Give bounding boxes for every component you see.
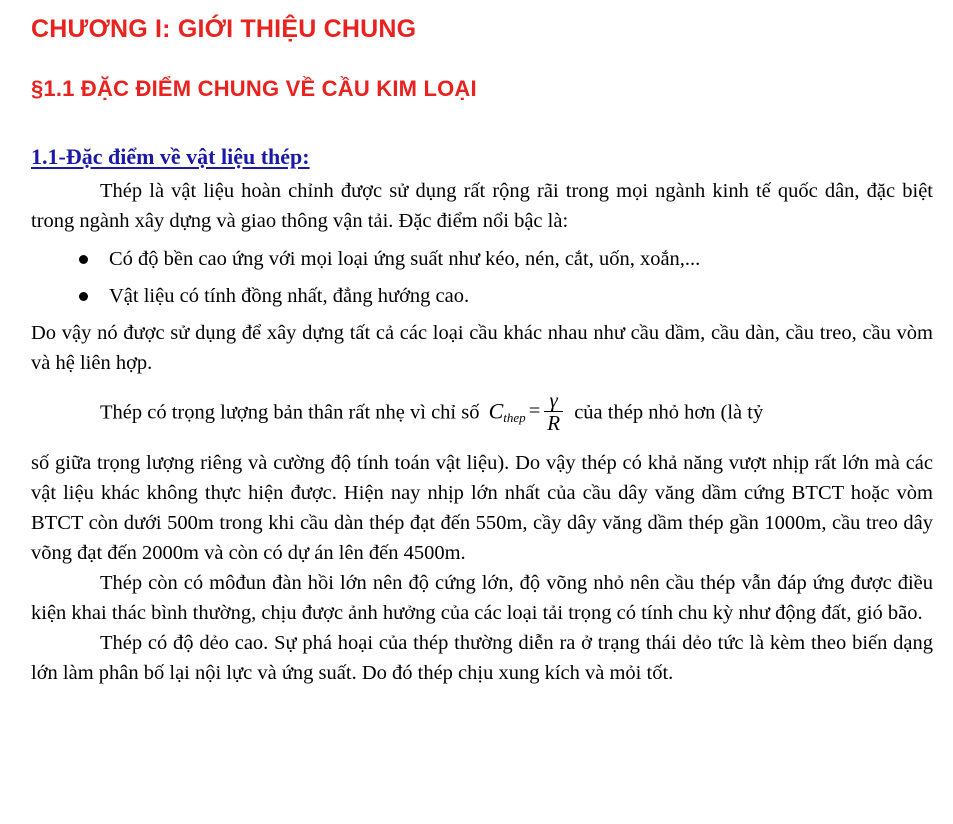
paragraph-usage: Do vậy nó được sử dụng để xây dựng tất cả các loại cầu khác nhau như cầu dầm, cầu dàn, cầu treo, cầu vòm và hệ liên hợp. — [31, 322, 933, 374]
list-item-text: Vật liệu có tính đồng nhất, đẳng hướng cao. — [109, 285, 470, 307]
paragraph-weight-before: Thép có trọng lượng bản thân rất nhẹ vì chỉ số — [100, 401, 480, 424]
formula-denominator: R — [547, 410, 561, 435]
paragraph-intro: Thép là vật liệu hoàn chỉnh được sử dụng rất rộng rãi trong mọi ngành kinh tế quốc dân, đặc biệt trong ngành xây dựng và giao thông vận tải. Đặc điểm nổi bậc là: — [31, 180, 933, 232]
feature-list — [31, 241, 933, 315]
bullet-icon — [79, 255, 88, 264]
subsection-title: 1.1-Đặc điểm về vật liệu thép: — [31, 144, 310, 169]
paragraph-weight-line — [31, 386, 933, 442]
bullet-icon — [79, 292, 88, 301]
formula-equals: = — [528, 400, 541, 423]
chapter-title: CHƯƠNG I: GIỚI THIỆU CHUNG — [31, 15, 417, 43]
formula-fraction — [544, 389, 563, 434]
section-title: §1.1 ĐẶC ĐIỂM CHUNG VỀ CẦU KIM LOẠI — [31, 76, 477, 101]
strength-ratio-formula — [489, 386, 563, 442]
paragraph-ductility: Thép có độ dẻo cao. Sự phá hoại của thép thường diễn ra ở trạng thái dẻo tức là kèm theo biến dạng lớn làm phân bố lại nội lực và ứng suất. Do đó thép chịu xung kích và mỏi tốt. — [31, 632, 933, 684]
formula-symbol: C — [488, 398, 504, 424]
formula-subscript: thep — [503, 410, 526, 425]
body-text — [31, 176, 933, 688]
list-item — [31, 278, 933, 315]
list-item-text: Có độ bền cao ứng với mọi loại ứng suất như kéo, nén, cắt, uốn, xoắn,... — [109, 248, 701, 270]
paragraph-weight-after: của thép nhỏ hơn (là tỷ — [574, 401, 764, 424]
formula-numerator: γ — [544, 389, 563, 412]
paragraph-weight-continued: số giữa trọng lượng riêng và cường độ tính toán vật liệu). Do vậy thép có khả năng vượt nhịp rất lớn mà các vật liệu khác không thực hiện được. Hiện nay nhịp lớn nhất của cầu dây văng dầm cứng BTCT hoặc vòm BTCT còn dưới 500m trong khi cầu dàn thép đạt đến 550m, cầy dây văng dầm thép gần 1000m, cầu treo dây võng đạt đến 2000m và còn có dự án lên đến 4500m. — [31, 452, 933, 564]
paragraph-modulus: Thép còn có môđun đàn hồi lớn nên độ cứng lớn, độ võng nhỏ nên cầu thép vẫn đáp ứng được điều kiện khai thác bình thường, chịu được ảnh hưởng của các loại tải trọng có tính chu kỳ như động đất, gió bão. — [31, 572, 933, 624]
list-item — [31, 241, 933, 278]
